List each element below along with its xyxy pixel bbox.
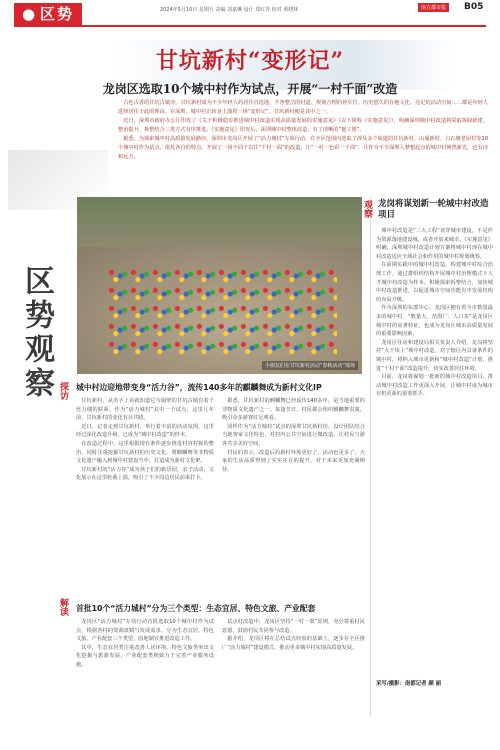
photo-background: [77, 197, 362, 247]
body-paragraph: 同样作为“活力城村”试点的深圳甘坑新村坊，设计团队结合当地客家文化特色，对村内公共空间进行微改造，让村民与游客共享美好空间。: [222, 423, 365, 447]
right-paragraph: 目前，龙岗将谋划一批新的城中村改造项目，推动城中村改造工作更深入开展，让城中村成为城市有机更新的重要抓手。: [376, 374, 493, 398]
body-paragraph: 村民们表示，改造后的新村环境更好了，活动也更多了，大家的生活品质得到了实实在在的提升，对于未来更加充满期待。: [222, 449, 365, 473]
right-paragraph: 龙岗区住房和建设局相关负责人介绍，龙岗将坚持“大干快上”城中村改造，对于辖区内具备条件的城中村，将纳入城市更新和“城中村改造”计划，推进“千村千面”改造提升，切实改善居住环境。: [376, 339, 493, 372]
section1-col2: [222, 397, 365, 474]
right-paragraph: 城中村改造是“三大工程”该穿城市建设，不是作为资源落地建设城，或者开放来城市。《实施意见》明确，深圳城中村改造计划方案将城中村现在城中村改造适应全域社会和作用的城中村规划统筹。: [376, 228, 493, 260]
header-meta: 2024年5月10日 星期五 责编 刘嘉琳 设计 郑红青 校对 黄晓林: [160, 7, 299, 13]
page-number: B05: [464, 2, 484, 12]
body-paragraph: 据介绍，龙岗区将在总结试点经验的基础上，逐步在全区推广“活力城村”建设模式，推动更多城中村实现高质量发展。: [222, 636, 365, 651]
body-paragraph: 试点村改造中，龙岗区坚持“一村一策”原则，充分尊重村民意愿，鼓励村民共同参与改造。: [222, 619, 365, 634]
section2-col1: [76, 618, 214, 670]
right-body: [376, 227, 493, 399]
body-paragraph: 据悉，甘坑新村的麒麟舞已经流传140多年，是当地重要的非物质文化遗产之一。每逢节日，村民都会组织麒麟舞表演，吸引众多游客驻足观看。: [222, 398, 365, 422]
main-photo: [77, 197, 362, 374]
author-credit: 采写/摄影：南都记者 颜 丽: [376, 681, 442, 687]
big-word-region: [14, 265, 58, 401]
watch-tag: 观察: [362, 200, 372, 218]
body-paragraph: 近日，记者走到甘坑新村，举行着丰富的活动氛围，这里经过深化改造升级，已成为“城中村改造”的样本。: [76, 423, 214, 439]
edition-badge: 南方都市报: [418, 3, 449, 12]
body-paragraph: 其中，生态宜居类注重改善人居环境，特色文旅类突出文化挖掘与旅游发展，产业配套类则致力于完善产业服务设施。: [76, 644, 214, 668]
right-paragraph: 在前期实践中的城中村改造，构建城中村综合治理工作，通过群组织结构开展城中村治理模式下人才城中村改造为样本，积极探索拆整结合，加快城中村改造推进，以促进城市空间功能有序发展结构的布局升级。: [376, 262, 493, 303]
read-tag: 解读: [58, 598, 68, 616]
article-title: 甘坑新村“变形记”: [155, 48, 345, 74]
lead-paragraph: 古色古香的甘坑古镇旁，甘坑新村成为不少年轻人的居住首选地，不净整洁的村道、规划合理的停车位、历史悠久的在地文化、亮足的活动空间……都是年轻人选择居住于此的理由。在深圳，城中村正转身上演着一场“变形记”，甘坑新村便是其中之一。: [118, 100, 488, 115]
column-divider: [370, 197, 371, 717]
lead-paragraphs: [118, 99, 488, 162]
header-rule: [14, 25, 486, 27]
right-paragraph: 作为深圳的东部中心，龙岗区拥有着全市数量最多的城中村。“数量大、范围广、人口多”是龙岗区城中村的显著特征，也成为龙岗区城市高质量发展的重要影响因素。: [376, 305, 493, 338]
lead-paragraph: 近日，深圳市政府办公厅印发了《关于积极稳步推进城中村改造实现高质量发展的实施意见》（以下简称《实施意见》），明确深圳城中村改造将采取拆除新建、整治提升、拆整结合三类方式有序推进。《实施意见》印发后，深圳城中村整体改造，有了清晰的“施工图”。: [118, 118, 488, 133]
photo-ball-pit: [107, 267, 337, 357]
body-paragraph: 甘坑新村，从名字上看就知道它与隔壁的甘坑古镇有着千丝万缕的联系。作为“活力城村”其中一个试点，这里几年前，甘坑新村的变化有目共睹。: [76, 398, 214, 422]
explore-tag: 探访: [58, 382, 68, 400]
section2-col2: [222, 618, 365, 652]
right-heading: 龙岗将谋划新一轮城中村改造项目: [378, 199, 489, 220]
section-tag: ● 区势: [14, 3, 82, 25]
body-paragraph: 甘坑新村的“活力谷”成为孩子们的新乐园，亲子活动、文化展示在这里轮番上演，吸引了不少周边居民前来打卡。: [76, 466, 214, 482]
page-header: [0, 0, 500, 26]
article-subtitle: 龙岗区选取10个城中村作为试点，开展“一村千面”改造: [102, 82, 398, 96]
section1-heading: 城中村边迎地带变身“活力谷”，流传140多年的麒麟舞成为新村文化IP: [76, 383, 322, 392]
section-label: 区势: [40, 5, 75, 23]
section2-heading: 首批10个“活力城村”分为三个类型：生态宜居、特色文旅、产业配套: [76, 604, 316, 613]
body-paragraph: 龙岗区“活力城村”专项行动首批选取10个城中村作为试点，根据各村的资源禀赋与发展需求，分为生态宜居、特色文旅、产业配套三个类型，因地制宜推进改造工作。: [76, 619, 214, 643]
body-paragraph: 在改造过程中，这里根据现有条件逐步推进村容村貌的整治，同时注重挖掘甘坑新村的历史文化，将麒麟舞等非物质文化遗产融入到城中村建设当中，打造成为新村文化IP。: [76, 440, 214, 465]
section1-col1: [76, 397, 214, 483]
big-word-2: 观察: [19, 333, 54, 401]
big-word-1: 区势: [19, 265, 54, 333]
lead-paragraph: 据悉，为探索城中村高质量发展路径，深圳市龙岗区开展了“活力城村”专项行动，在全区范围内选取了涉及多个街道的甘坑新村、山厦新村、白石塘老屋村等10个城中村作为试点，依托各自的特点，开展了一场不同于以往“千村一面”的改造，让“一村一色彩一千面”，让作为不少深圳人梦想起点的城中村焕然新光，也有诗和远方。: [118, 136, 488, 160]
photo-caption: 小朋友们在甘坑新村活动“春秋活动”现场: [262, 361, 358, 370]
